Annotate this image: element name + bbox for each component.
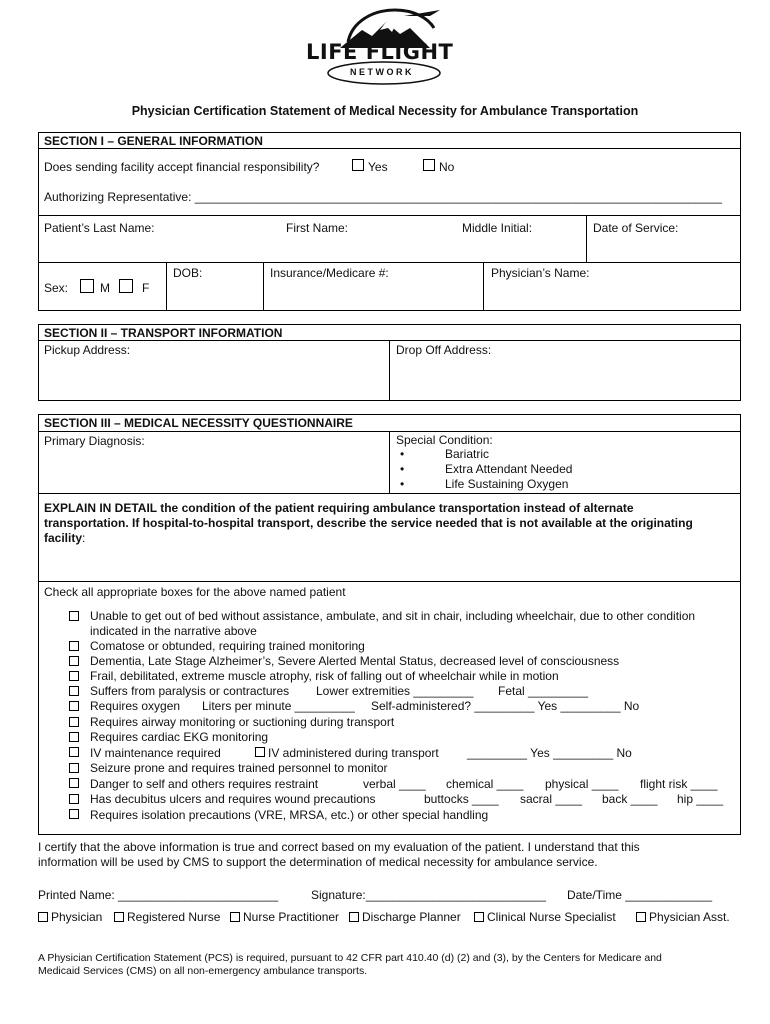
checklist-checkbox-4[interactable]: [69, 671, 79, 681]
checklist-item-11: Danger to self and others requires restraint: [90, 777, 319, 791]
special-condition-bullet: •: [400, 462, 405, 476]
checklist-checkbox-9[interactable]: [69, 747, 79, 757]
role-checkbox[interactable]: [636, 912, 646, 922]
checklist-checkbox-5[interactable]: [69, 686, 79, 696]
certify-line-1: I certify that the above information is true and correct based on my evaluation of the patient. I understand that this: [38, 840, 640, 854]
special-item-oxygen: Life Sustaining Oxygen: [445, 477, 569, 491]
checklist-item-7: Requires airway monitoring or suctioning during transport: [90, 715, 395, 729]
financial-no-checkbox[interactable]: [423, 159, 435, 171]
certify-line-2: information will be used by CMS to support the determination of medical necessity for ambulance service.: [38, 855, 598, 869]
logo-sub-text: NETWORK: [350, 67, 414, 77]
explain-line-2: transportation. If hospital-to-hospital transport, describe the service needed that is not available at the originating: [44, 516, 693, 530]
lower-extremities-field[interactable]: Lower extremities _________: [316, 684, 474, 698]
logo-main-text: LIFE FLIGHT: [306, 40, 454, 64]
sex-f-checkbox[interactable]: [119, 279, 133, 293]
footer-line-1: A Physician Certification Statement (PCS) is required, pursuant to 42 CFR part 410.40 (d) (2) and (3), by the Centers for Medicare and: [38, 952, 662, 964]
checklist-item-10: Seizure prone and requires trained personnel to monitor: [90, 761, 388, 775]
special-item-extra-attendant: Extra Attendant Needed: [445, 462, 573, 476]
explain-colon: :: [82, 531, 86, 545]
role-physician[interactable]: [38, 910, 102, 924]
patient-last-name-label: Patient’s Last Name:: [44, 221, 155, 235]
page-title: Physician Certification Statement of Medical Necessity for Ambulance Transportation: [131, 104, 639, 118]
restraint-physical-field[interactable]: physical ____: [545, 777, 619, 791]
checklist-checkbox-10[interactable]: [69, 763, 79, 773]
special-condition-label: Special Condition:: [396, 433, 493, 447]
role-label: Nurse Practitioner: [243, 910, 340, 924]
checklist-item-5: Suffers from paralysis or contractures: [90, 684, 290, 698]
role-checkbox[interactable]: [230, 912, 240, 922]
iv-administered-checkbox[interactable]: [255, 747, 265, 757]
financial-question: Does sending facility accept financial responsibility?: [44, 160, 320, 174]
primary-diagnosis-label: Primary Diagnosis:: [44, 434, 145, 448]
section-2-header: SECTION II – TRANSPORT INFORMATION: [44, 326, 283, 340]
sex-m-label: M: [100, 281, 110, 295]
section-1-header: SECTION I – GENERAL INFORMATION: [44, 134, 263, 148]
ulcer-back-field[interactable]: back ____: [602, 792, 658, 806]
role-label: Discharge Planner: [362, 910, 461, 924]
iv-administered-label: IV administered during transport: [268, 746, 439, 760]
role-checkbox[interactable]: [474, 912, 484, 922]
explain-facility: facility: [44, 531, 83, 545]
checklist-checkbox-13[interactable]: [69, 809, 79, 819]
checklist-item-1-cont: indicated in the narrative above: [90, 624, 257, 638]
checklist-checkbox-11[interactable]: [69, 778, 79, 788]
check-all-instruction: Check all appropriate boxes for the above named patient: [44, 585, 346, 599]
sex-m-checkbox[interactable]: [80, 279, 94, 293]
role-registered-nurse[interactable]: [114, 910, 220, 924]
printed-name-field[interactable]: Printed Name: ________________________: [38, 888, 279, 902]
section-3-header: SECTION III – MEDICAL NECESSITY QUESTIONNAIRE: [44, 416, 353, 430]
first-name-label: First Name:: [286, 221, 349, 235]
ulcer-hip-field[interactable]: hip ____: [677, 792, 724, 806]
financial-yes-label: Yes: [368, 160, 388, 174]
role-physician-asst[interactable]: [636, 910, 730, 924]
self-administered-field[interactable]: Self-administered? _________ Yes _________ No: [371, 699, 640, 713]
restraint-chemical-field[interactable]: chemical ____: [446, 777, 524, 791]
explain-line-3: [44, 531, 85, 545]
role-discharge-planner[interactable]: [349, 910, 461, 924]
physician-name-label: Physician’s Name:: [491, 266, 590, 280]
role-clinical-nurse-specialist[interactable]: [474, 910, 616, 924]
footer-line-2: Medicaid Services (CMS) on all non-emergency ambulance transports.: [38, 965, 368, 977]
role-label: Clinical Nurse Specialist: [487, 910, 616, 924]
checklist-checkbox-8[interactable]: [69, 732, 79, 742]
special-condition-bullet: •: [400, 477, 405, 491]
liters-per-minute-field[interactable]: Liters per minute _________: [202, 699, 355, 713]
special-item-bariatric: Bariatric: [445, 447, 490, 461]
fetal-field[interactable]: Fetal _________: [498, 684, 589, 698]
authorizing-representative-field[interactable]: Authorizing Representative: _______________________________________________________________________________: [44, 190, 722, 204]
checklist-item-6: Requires oxygen: [90, 699, 181, 713]
sex-label: Sex:: [44, 281, 69, 295]
role-nurse-practitioner[interactable]: [230, 910, 339, 924]
explain-line-1: EXPLAIN IN DETAIL the condition of the patient requiring ambulance transportation instead of alternate: [44, 501, 634, 515]
checklist-item-4: Frail, debilitated, extreme muscle atrophy, risk of falling out of wheelchair while in motion: [90, 669, 559, 683]
iv-yes-no-field[interactable]: _________ Yes _________ No: [467, 746, 632, 760]
restraint-flight-risk-field[interactable]: flight risk ____: [640, 777, 718, 791]
role-label: Physician: [51, 910, 103, 924]
checklist-item-8: Requires cardiac EKG monitoring: [90, 730, 269, 744]
logo: [300, 4, 470, 92]
checklist-checkbox-6[interactable]: [69, 701, 79, 711]
ulcer-buttocks-field[interactable]: buttocks ____: [424, 792, 499, 806]
checklist-item-3: Dementia, Late Stage Alzheimer’s, Severe Alerted Mental Status, decreased level of consciousness: [90, 654, 620, 668]
role-label: Registered Nurse: [127, 910, 221, 924]
checklist-item-9: IV maintenance required: [90, 746, 221, 760]
date-time-field[interactable]: Date/Time _____________: [567, 888, 712, 902]
signature-field[interactable]: Signature:___________________________: [311, 888, 546, 902]
middle-initial-label: Middle Initial:: [462, 221, 533, 235]
financial-yes-checkbox[interactable]: [352, 159, 364, 171]
checklist-checkbox-7[interactable]: [69, 717, 79, 727]
dob-label: DOB:: [173, 266, 203, 280]
insurance-label: Insurance/Medicare #:: [270, 266, 389, 280]
checklist-checkbox-1[interactable]: [69, 611, 79, 621]
checklist-item-13: Requires isolation precautions (VRE, MRSA, etc.) or other special handling: [90, 808, 489, 822]
dropoff-address-label: Drop Off Address:: [396, 343, 492, 357]
role-checkbox[interactable]: [114, 912, 124, 922]
role-checkbox[interactable]: [349, 912, 359, 922]
restraint-verbal-field[interactable]: verbal ____: [363, 777, 426, 791]
financial-no-label: No: [439, 160, 455, 174]
pickup-address-label: Pickup Address:: [44, 343, 131, 357]
special-condition-bullet: •: [400, 447, 405, 461]
checklist-item-2: Comatose or obtunded, requiring trained monitoring: [90, 639, 365, 653]
checklist-checkbox-2[interactable]: [69, 641, 79, 651]
role-checkbox[interactable]: [38, 912, 48, 922]
ulcer-sacral-field[interactable]: sacral ____: [520, 792, 583, 806]
date-of-service-label: Date of Service:: [593, 221, 679, 235]
checklist-item-1: Unable to get out of bed without assistance, ambulate, and sit in chair, including wheelchair, due to other condition: [90, 609, 696, 623]
role-label: Physician Asst.: [649, 910, 730, 924]
sex-f-label: F: [142, 281, 150, 295]
checklist-item-12: Has decubitus ulcers and requires wound precautions: [90, 792, 376, 806]
checklist-checkbox-12[interactable]: [69, 794, 79, 804]
checklist-checkbox-3[interactable]: [69, 656, 79, 666]
